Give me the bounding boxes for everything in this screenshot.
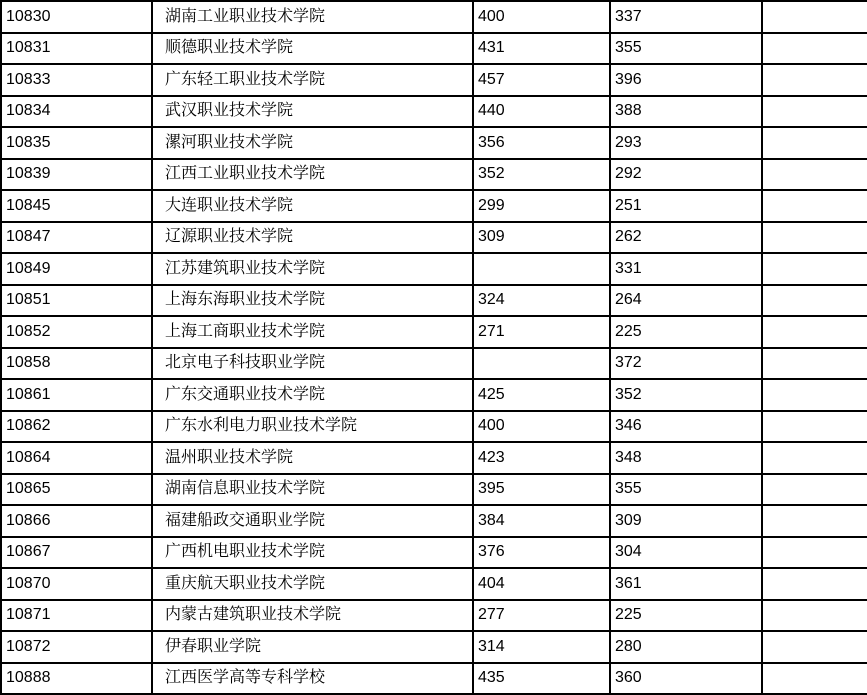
- cell-school-name: 湖南信息职业技术学院: [152, 474, 473, 506]
- cell-school-name: 伊春职业学院: [152, 631, 473, 663]
- cell-school-code: 10830: [1, 1, 152, 33]
- cell-school-name: 广东轻工职业技术学院: [152, 64, 473, 96]
- table-row: [1, 411, 867, 443]
- cell-school-code: 10849: [1, 253, 152, 285]
- cell-extra: [762, 442, 867, 474]
- cell-extra: [762, 190, 867, 222]
- cell-school-name: 上海东海职业技术学院: [152, 285, 473, 317]
- cell-score-b: 251: [610, 190, 762, 222]
- cell-score-b: 388: [610, 96, 762, 128]
- cell-score-b: 309: [610, 505, 762, 537]
- table-row: [1, 159, 867, 191]
- cell-school-name: 江西工业职业技术学院: [152, 159, 473, 191]
- cell-score-a: 400: [473, 411, 610, 443]
- cell-score-b: 396: [610, 64, 762, 96]
- cell-school-code: 10872: [1, 631, 152, 663]
- cell-score-a: 457: [473, 64, 610, 96]
- cell-extra: [762, 253, 867, 285]
- cell-extra: [762, 631, 867, 663]
- cell-extra: [762, 505, 867, 537]
- cell-score-b: 355: [610, 474, 762, 506]
- table-row: [1, 1, 867, 33]
- cell-school-name: 重庆航天职业技术学院: [152, 568, 473, 600]
- table-row: [1, 631, 867, 663]
- cell-extra: [762, 285, 867, 317]
- cell-score-a: 431: [473, 33, 610, 65]
- table-row: [1, 568, 867, 600]
- cell-school-name: 广东交通职业技术学院: [152, 379, 473, 411]
- cell-score-a: 404: [473, 568, 610, 600]
- cell-extra: [762, 379, 867, 411]
- cell-score-a: 299: [473, 190, 610, 222]
- cell-school-name: 湖南工业职业技术学院: [152, 1, 473, 33]
- cell-school-code: 10851: [1, 285, 152, 317]
- cell-score-a: 384: [473, 505, 610, 537]
- cell-school-code: 10847: [1, 222, 152, 254]
- cell-school-name: 漯河职业技术学院: [152, 127, 473, 159]
- cell-school-name: 江西医学高等专科学校: [152, 663, 473, 695]
- cell-score-b: 361: [610, 568, 762, 600]
- table-row: [1, 285, 867, 317]
- cell-extra: [762, 537, 867, 569]
- cell-extra: [762, 348, 867, 380]
- cell-extra: [762, 64, 867, 96]
- cell-score-b: 346: [610, 411, 762, 443]
- cell-score-a: 395: [473, 474, 610, 506]
- cell-school-code: 10834: [1, 96, 152, 128]
- cell-school-code: 10861: [1, 379, 152, 411]
- cell-school-name: 福建船政交通职业学院: [152, 505, 473, 537]
- cell-extra: [762, 474, 867, 506]
- cell-score-b: 225: [610, 600, 762, 632]
- cell-score-a: 356: [473, 127, 610, 159]
- table-row: [1, 33, 867, 65]
- cell-school-name: 温州职业技术学院: [152, 442, 473, 474]
- cell-school-code: 10833: [1, 64, 152, 96]
- cell-extra: [762, 411, 867, 443]
- cell-score-b: 280: [610, 631, 762, 663]
- cell-extra: [762, 663, 867, 695]
- cell-score-a: [473, 348, 610, 380]
- cell-score-a: 400: [473, 1, 610, 33]
- cell-extra: [762, 127, 867, 159]
- cell-score-a: 309: [473, 222, 610, 254]
- cell-extra: [762, 159, 867, 191]
- cell-score-a: 352: [473, 159, 610, 191]
- cell-school-name: 北京电子科技职业学院: [152, 348, 473, 380]
- cell-score-b: 331: [610, 253, 762, 285]
- cell-school-code: 10865: [1, 474, 152, 506]
- cell-school-code: 10888: [1, 663, 152, 695]
- table-row: [1, 663, 867, 695]
- table-row: [1, 64, 867, 96]
- cell-school-code: 10864: [1, 442, 152, 474]
- cell-score-a: 277: [473, 600, 610, 632]
- cell-score-a: 425: [473, 379, 610, 411]
- cell-school-code: 10862: [1, 411, 152, 443]
- cell-extra: [762, 600, 867, 632]
- table-row: [1, 348, 867, 380]
- cell-score-a: [473, 253, 610, 285]
- table-row: [1, 96, 867, 128]
- cell-score-b: 372: [610, 348, 762, 380]
- table-row: [1, 190, 867, 222]
- cell-school-name: 辽源职业技术学院: [152, 222, 473, 254]
- cell-score-b: 304: [610, 537, 762, 569]
- cell-school-name: 大连职业技术学院: [152, 190, 473, 222]
- table-row: [1, 379, 867, 411]
- table-row: [1, 474, 867, 506]
- cell-extra: [762, 316, 867, 348]
- cell-school-code: 10845: [1, 190, 152, 222]
- cell-score-a: 435: [473, 663, 610, 695]
- cell-school-code: 10839: [1, 159, 152, 191]
- cell-school-code: 10858: [1, 348, 152, 380]
- cell-school-code: 10870: [1, 568, 152, 600]
- cell-school-code: 10867: [1, 537, 152, 569]
- cell-score-b: 352: [610, 379, 762, 411]
- cell-score-b: 360: [610, 663, 762, 695]
- cell-school-code: 10835: [1, 127, 152, 159]
- table-row: [1, 127, 867, 159]
- cell-score-b: 348: [610, 442, 762, 474]
- cell-score-b: 262: [610, 222, 762, 254]
- cell-score-b: 264: [610, 285, 762, 317]
- cell-score-b: 293: [610, 127, 762, 159]
- cell-score-a: 314: [473, 631, 610, 663]
- table-row: [1, 505, 867, 537]
- cell-school-code: 10831: [1, 33, 152, 65]
- cell-extra: [762, 96, 867, 128]
- cell-school-code: 10866: [1, 505, 152, 537]
- cell-score-a: 324: [473, 285, 610, 317]
- cell-school-name: 顺德职业技术学院: [152, 33, 473, 65]
- cell-school-name: 广东水利电力职业技术学院: [152, 411, 473, 443]
- cell-score-b: 337: [610, 1, 762, 33]
- cell-score-b: 355: [610, 33, 762, 65]
- cell-score-a: 376: [473, 537, 610, 569]
- table-row: [1, 442, 867, 474]
- cell-score-b: 292: [610, 159, 762, 191]
- cell-school-name: 内蒙古建筑职业技术学院: [152, 600, 473, 632]
- cell-extra: [762, 568, 867, 600]
- cell-extra: [762, 222, 867, 254]
- table-row: [1, 537, 867, 569]
- table-row: [1, 222, 867, 254]
- table-body: [1, 1, 867, 694]
- cell-score-b: 225: [610, 316, 762, 348]
- cell-school-code: 10852: [1, 316, 152, 348]
- table-row: [1, 316, 867, 348]
- cell-school-name: 江苏建筑职业技术学院: [152, 253, 473, 285]
- cell-score-a: 423: [473, 442, 610, 474]
- cell-school-name: 广西机电职业技术学院: [152, 537, 473, 569]
- cell-score-a: 271: [473, 316, 610, 348]
- cell-school-name: 武汉职业技术学院: [152, 96, 473, 128]
- cell-score-a: 440: [473, 96, 610, 128]
- cell-school-code: 10871: [1, 600, 152, 632]
- cell-extra: [762, 33, 867, 65]
- table-row: [1, 253, 867, 285]
- table-row: [1, 600, 867, 632]
- cell-school-name: 上海工商职业技术学院: [152, 316, 473, 348]
- cell-extra: [762, 1, 867, 33]
